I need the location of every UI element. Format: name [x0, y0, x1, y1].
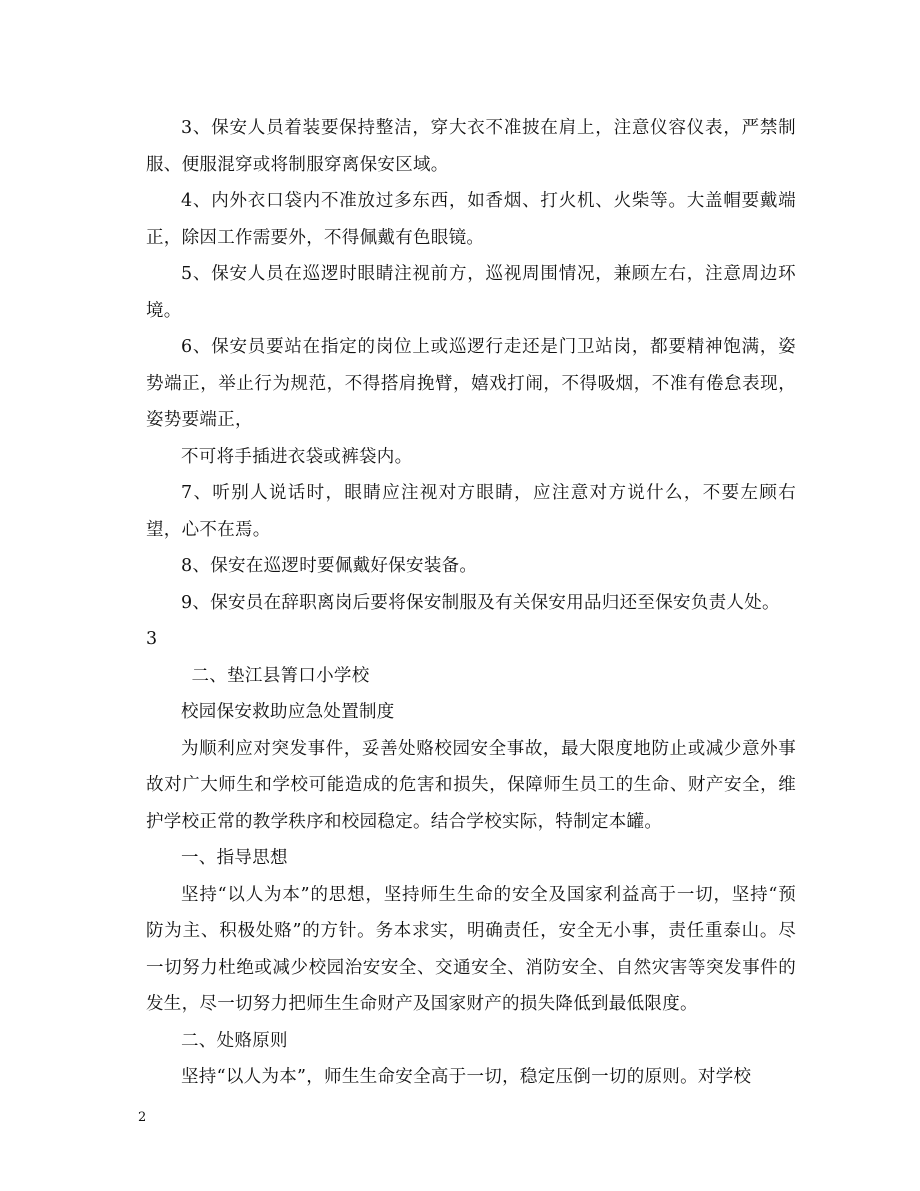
intro-paragraph: 为顺利应对突发事件，妥善处赂校园安全事故，最大限度地防止或减少意外事故对广大师生和学校可能造成的危害和损失，保障师生员工的生命、财产安全，维护学校正常的教学秩序和校园稳定。结合学校实际，特制定本罐。: [146, 738, 796, 832]
document-body: [146, 110, 796, 1096]
paragraph-rule-5: 5、保安人员在巡逻时眼睛注视前方，巡视周围情况，兼顾左右，注意周边环境。: [146, 264, 796, 321]
page-number: 2: [138, 1110, 147, 1125]
paragraph-rule-6-continued: 不可将手插进衣袋或裤袋内。: [181, 446, 413, 467]
principles-heading: 二、处赂原则: [181, 1030, 288, 1051]
paragraph-rule-3: 3、保安人员着装要保持整洁，穿大衣不准披在肩上，注意仪容仪表，严禁制服、便服混穿或将制服穿离保安区域。: [146, 118, 796, 175]
paragraph-rule-7: 7、听别人说话时，眼睛应注视对方眼睛，应注意对方说什么，不要左顾右望，心不在焉。: [146, 483, 796, 540]
principles-paragraph: 坚持“以人为本”，师生生命安全高于一切，稳定压倒一切的原则。对学校: [181, 1067, 752, 1087]
paragraph-rule-8: 8、保安在巡逻时要佩戴好保安装备。: [181, 556, 478, 576]
document-title: 校园保安救助应急处置制度: [181, 702, 395, 722]
section-number: 3: [146, 629, 158, 649]
school-heading: 二、垫江县箐口小学校: [191, 665, 370, 686]
paragraph-rule-9: 9、保安员在辞职离岗后要将保安制服及有关保安用品归还至保安负责人处。: [181, 592, 780, 613]
paragraph-rule-6: 6、保安员要站在指定的岗位上或巡逻行走还是门卫站岗，都要精神饱满，姿势端正，举止行为规范，不得搭肩挽臂，嬉戏打闹，不得吸烟，不准有倦怠表现，姿势要端正，: [146, 337, 796, 430]
guiding-ideology-paragraph: 坚持“以人为本”的思想，坚持师生生命的安全及国家利益高于一切，坚持“预防为主、积极处赂”的方针。务本求实，明确责任，安全无小事，责任重泰山。尽一切努力杜绝或减少校园治安安全、交通安全、消防安全、自然灾害等突发事件的发生，尽一切努力把师生生命财产及国家财产的损失降低到最低限度。: [146, 884, 796, 1014]
paragraph-rule-4: 4、内外衣口袋内不准放过多东西，如香烟、打火机、火柴等。大盖帽要戴端正，除因工作需要外，不得佩戴有色眼镜。: [146, 191, 796, 248]
guiding-ideology-heading: 一、指导思想: [181, 848, 288, 868]
